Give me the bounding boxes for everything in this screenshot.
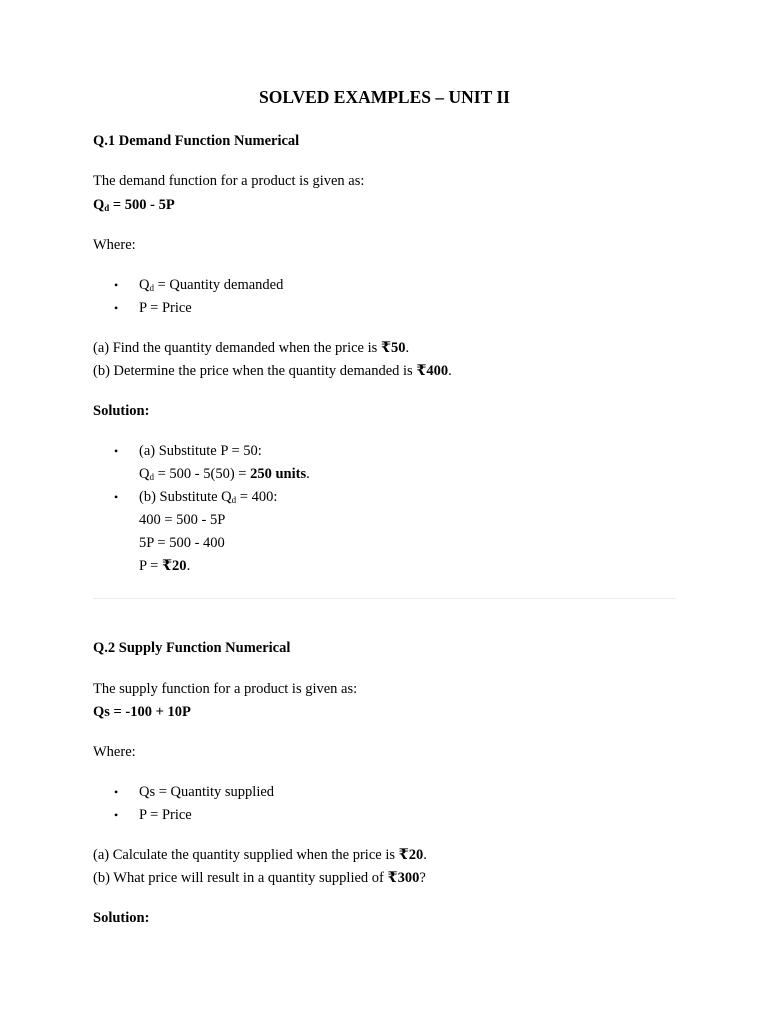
q1-definition-quantity: $Q_d$ = Quantity demanded [139,277,284,293]
q1-equation: $Q_d = 500 - 5P$ [93,197,175,213]
q2-intro: The supply function for a product is given as: [93,681,358,697]
bullet-icon: • [114,444,119,458]
q2-equation: Qs = -100 + 10P [93,704,191,720]
q1-solution-b-step: (b) Substitute $Q_d = 400$: [139,489,278,505]
q2-definition-price: P = Price [139,807,192,823]
section-divider [93,598,676,599]
q2-definition-quantity: Qs = Quantity supplied [139,784,275,800]
q2-part-b: (b) What price will result in a quantity supplied of ₹300? [93,870,426,886]
q1-heading: Q.1 Demand Function Numerical [93,133,300,149]
bullet-icon: • [114,808,119,822]
q1-solution-label: Solution: [93,403,150,419]
q2-part-a: (a) Calculate the quantity supplied when the price is ₹20. [93,847,427,863]
q1-solution-a-step: (a) Substitute P = 50: [139,443,262,459]
q1-solution-b-result: P = ₹20. [139,558,191,574]
bullet-icon: • [114,301,119,315]
q1-solution-b-line1: 400 = 500 - 5P [139,512,226,528]
q1-solution-b-line2: 5P = 500 - 400 [139,535,225,551]
q2-solution-label: Solution: [93,910,150,926]
q1-part-b: (b) Determine the price when the quantity demanded is ₹400. [93,363,452,379]
q1-definition-price: P = Price [139,300,192,316]
q2-heading: Q.2 Supply Function Numerical [93,640,291,656]
bullet-icon: • [114,490,119,504]
page-title: SOLVED EXAMPLES – UNIT II [259,87,510,107]
q2-where: Where: [93,744,136,760]
bullet-icon: • [114,785,119,799]
q1-solution-a-result: $Q_d = 500 - 5(50) = 250$ units. [139,466,310,482]
q1-where: Where: [93,237,136,253]
bullet-icon: • [114,278,119,292]
q1-part-a: (a) Find the quantity demanded when the price is ₹50. [93,340,410,356]
q1-intro: The demand function for a product is given as: [93,173,365,189]
